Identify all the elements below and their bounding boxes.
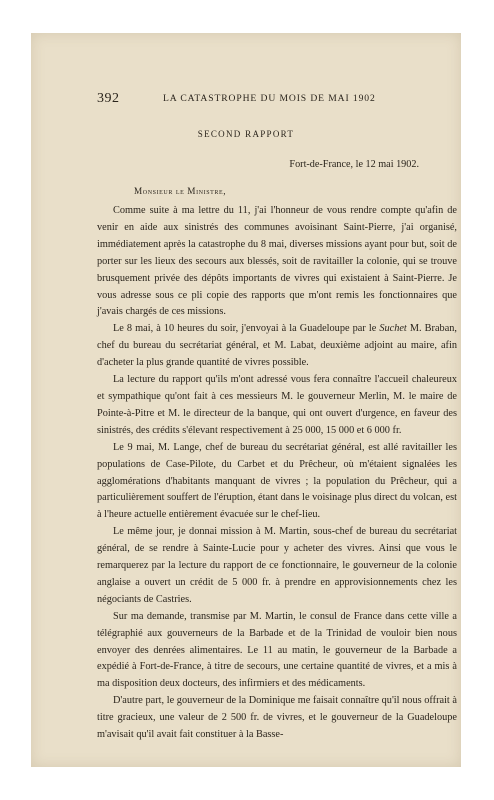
dateline: Fort-de-France, le 12 mai 1902.	[289, 159, 419, 170]
report-title: SECOND RAPPORT	[197, 129, 295, 139]
page-number: 392	[97, 91, 120, 106]
paragraph: La lecture du rapport qu'ils m'ont adressé vous fera connaître l'accueil chaleureux et sympathique qu'ont fait à ces messieurs M. le gouverneur Merlin, M. le maire de Pointe-à-Pitre et M. le directeur de la banque, qui ont ouvert d'urgence, en faveur des sinistrés, des crédits s'élevant respectivement à 25 000, 15 000 et 6 000 fr.	[97, 374, 457, 436]
ship-name: Suchet	[379, 323, 407, 335]
page-header	[97, 91, 449, 107]
paragraph	[97, 321, 457, 372]
paragraph: Comme suite à ma lettre du 11, j'ai l'honneur de vous rendre compte qu'afin de venir en aide aux sinistrés des communes avoisinant Saint-Pierre, j'ai organisé, immédiatement après la catastrophe du 8 mai, diverses missions ayant pour but, soit de porter sur les lieux des secours aux blessés, soit de ravitailler la colonie, qui se trouve brusquement privée des dépôts importants de vivres qui existaient à Saint-Pierre. Je vous adresse sous ce pli copie des rapports que m'ont remis les fonctionnaires que j'avais chargés de ces missions.	[97, 205, 457, 318]
salutation: Monsieur le Ministre,	[134, 186, 227, 196]
paragraph: Sur ma demande, transmise par M. Martin, le consul de France dans cette ville a télégraphié aux gouverneurs de la Barbade et de la Trinidad de vouloir bien nous envoyer des denrées alimentaires. Le 11 au matin, le gouverneur de la Barbade a expédié à Fort-de-France, à titre de secours, une certaine quantité de vivres, et a mis à ma disposition deux docteurs, des infirmiers et des médicaments.	[97, 610, 457, 690]
book-page	[31, 33, 461, 767]
paragraph-rest: M. Braban, chef du bureau du secrétariat général, et M. Labat, deuxième adjoint au maire, afin d'acheter la plus grande quantité de vivres possible.	[97, 323, 457, 369]
paragraph-lead: Le 8 mai, à 10 heures du soir, j'envoyai à la Guadeloupe par le	[113, 323, 380, 335]
running-title: LA CATASTROPHE DU MOIS DE MAI 1902	[163, 93, 376, 104]
paragraph: D'autre part, le gouverneur de la Dominique me faisait connaître qu'il nous offrait à titre gracieux, une valeur de 2 500 fr. de vivres, et le gouverneur de la Guadeloupe m'avisait qu'il avait fait constituer à la Basse-	[97, 695, 457, 741]
letter-body	[97, 203, 457, 744]
paragraph: Le même jour, je donnai mission à M. Martin, sous-chef de bureau du secrétariat général, de se rendre à Sainte-Lucie pour y acheter des vivres. Ainsi que vous le remarquerez par la lecture du rapport de ce fonctionnaire, le gouverneur de la colonie anglaise a ouvert un crédit de 5 000 fr. à prendre en approvisionnements chez les négociants de Castries.	[97, 526, 457, 605]
paragraph: Le 9 mai, M. Lange, chef de bureau du secrétariat général, est allé ravitailler les populations de Case-Pilote, du Carbet et du Prêcheur, où m'étaient signalées les agglomérations d'habitants manquant de vivres ; la population du Prêcheur, qui a particulièrement souffert de l'éruption, étant dans le voisinage plus direct du volcan, est à l'heure actuelle entièrement évacuée sur le chef-lieu.	[97, 441, 457, 521]
